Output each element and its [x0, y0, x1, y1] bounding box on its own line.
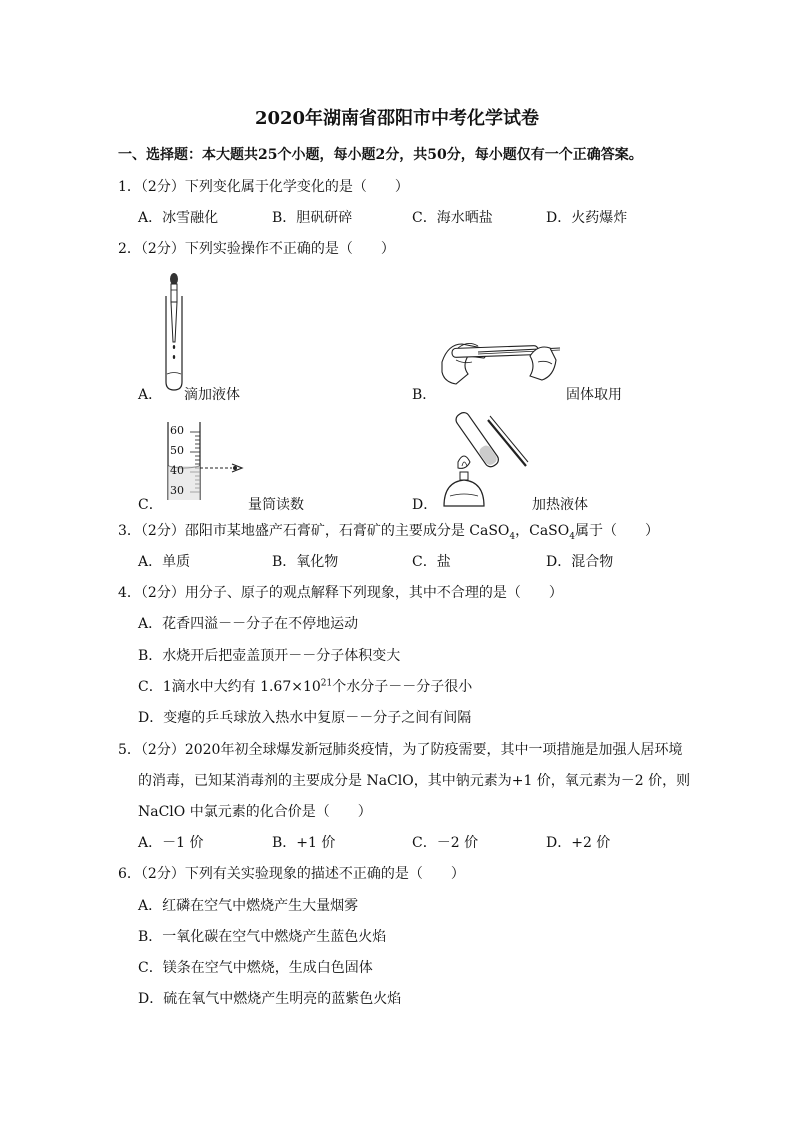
q4-option-d: D．变瘪的乒乓球放入热水中复原－－分子之间有间隔 — [138, 710, 472, 726]
question-3-stem — [118, 520, 659, 542]
q2-option-d-caption: 加热液体 — [532, 497, 588, 513]
q3-stem-part: ，CaSO — [515, 523, 570, 539]
question-2-stem: 2．（2分）下列实验操作不正确的是（ ） — [118, 241, 395, 257]
q2-option-b-caption: 固体取用 — [566, 387, 622, 403]
q5-option-d: D．+2 价 — [546, 835, 611, 851]
q6-option-b: B．一氧化碳在空气中燃烧产生蓝色火焰 — [138, 929, 387, 945]
q3-subscript: 4 — [569, 531, 575, 542]
cylinder-tick-40: 40 — [170, 464, 184, 477]
q4-option-c-part: C．1滴水中大约有 1.67×10 — [138, 679, 321, 695]
q6-option-d: D．硫在氧气中燃烧产生明亮的蓝紫色火焰 — [138, 991, 402, 1007]
exam-title: 2020年湖南省邵阳市中考化学试卷 — [254, 108, 540, 129]
q1-option-a: A．冰雪融化 — [138, 210, 219, 226]
q4-option-c-part: 个水分子－－分子很小 — [332, 679, 473, 695]
question-5-line-2: 的消毒，已知某消毒剂的主要成分是 NaClO，其中钠元素为+1 价，氧元素为－2 价，则 — [138, 773, 691, 789]
q2-option-b-letter: B． — [412, 387, 437, 403]
cylinder-tick-30: 30 — [170, 484, 184, 497]
q2-option-a-caption: 滴加液体 — [184, 387, 240, 403]
heating-liquid-alcohol-lamp-figure — [430, 410, 540, 510]
q3-stem-part: 属于（ ） — [575, 523, 659, 539]
q2-option-c-letter: C． — [138, 497, 163, 513]
q6-option-c: C．镁条在空气中燃烧，生成白色固体 — [138, 960, 373, 976]
question-4-stem: 4．（2分）用分子、原子的观点解释下列现象，其中不合理的是（ ） — [118, 585, 563, 601]
q1-option-b: B．胆矾研碎 — [272, 210, 353, 226]
q6-option-a: A．红磷在空气中燃烧产生大量烟雾 — [138, 898, 359, 914]
solid-transfer-hands-figure — [438, 326, 566, 390]
q3-option-b: B．氧化物 — [272, 554, 339, 570]
q3-stem-part: 3．（2分）邵阳市某地盛产石膏矿，石膏矿的主要成分是 CaSO — [118, 523, 510, 539]
question-5-line-1: 5．（2分）2020年初全球爆发新冠肺炎疫情，为了防疫需要，其中一项措施是加强人居环境 — [118, 742, 683, 758]
q4-superscript: 21 — [320, 678, 333, 689]
q2-option-d-letter: D． — [412, 497, 438, 513]
cylinder-tick-60: 60 — [170, 424, 184, 437]
q2-option-c-caption: 量筒读数 — [248, 497, 304, 513]
q3-subscript: 4 — [509, 531, 516, 542]
dropper-in-test-tube-figure — [150, 270, 190, 395]
q5-option-b: B．+1 价 — [272, 835, 336, 851]
question-1-stem: 1．（2分）下列变化属于化学变化的是（ ） — [118, 179, 409, 195]
question-5-line-3: NaClO 中氯元素的化合价是（ ） — [138, 804, 372, 820]
q3-option-d: D．混合物 — [546, 554, 614, 570]
question-6-stem: 6．（2分）下列有关实验现象的描述不正确的是（ ） — [118, 866, 465, 882]
cylinder-tick-50: 50 — [170, 444, 184, 457]
q4-option-b: B．水烧开后把壶盖顶开－－分子体积变大 — [138, 648, 401, 664]
q5-option-c: C．－2 价 — [412, 835, 479, 851]
q3-option-c: C．盐 — [412, 554, 451, 570]
section-heading: 一、选择题：本大题共25个小题，每小题2分，共50分，每小题仅有一个正确答案。 — [118, 147, 643, 163]
q3-option-a: A．单质 — [138, 554, 191, 570]
q5-option-a: A．－1 价 — [138, 835, 204, 851]
q1-option-d: D．火药爆炸 — [546, 210, 628, 226]
q1-option-c: C．海水晒盐 — [412, 210, 493, 226]
q4-option-a: A．花香四溢－－分子在不停地运动 — [138, 616, 359, 632]
q2-option-a-letter: A． — [138, 387, 163, 403]
q4-option-c — [138, 676, 472, 696]
